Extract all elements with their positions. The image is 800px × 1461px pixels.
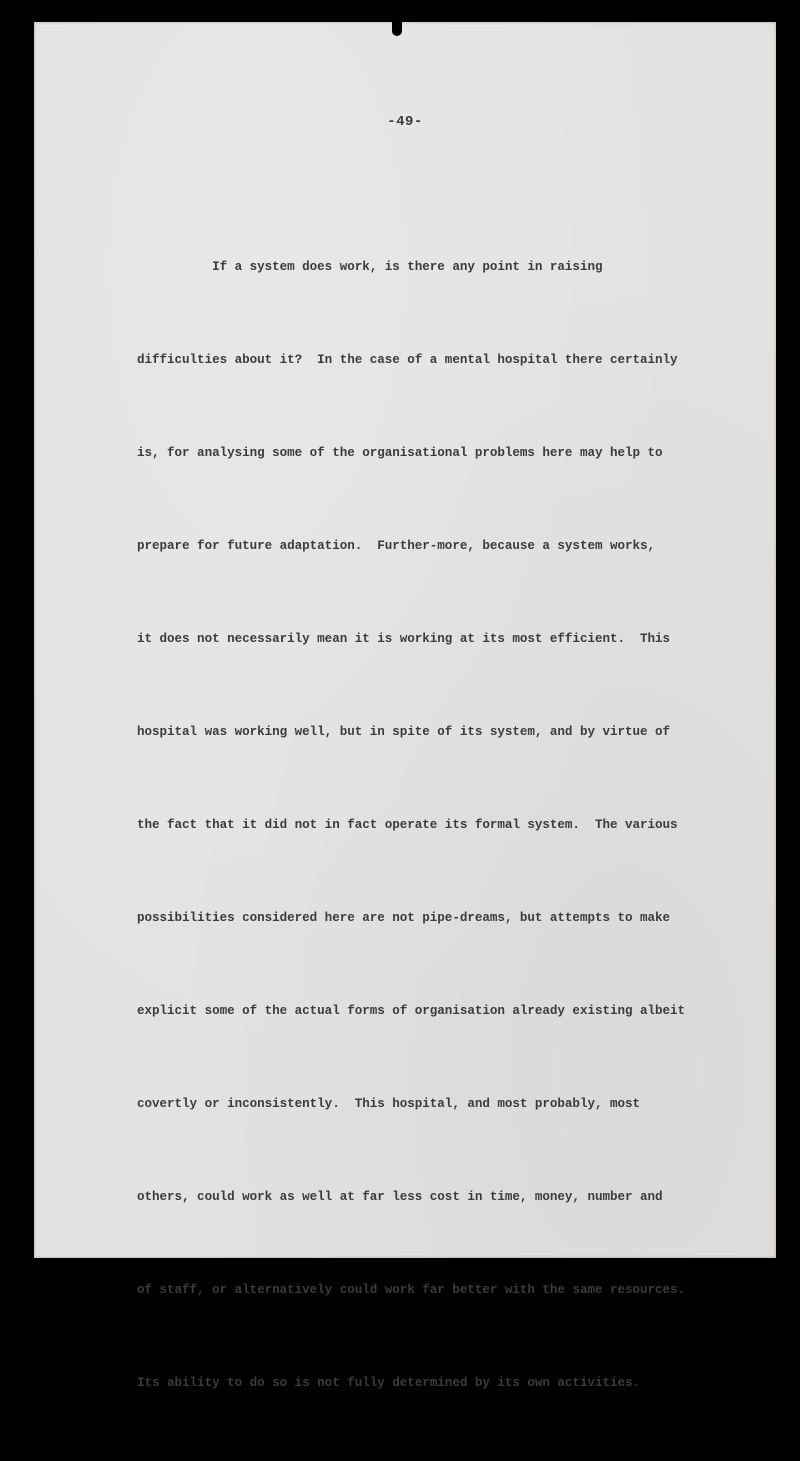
- body-paragraph: [137, 190, 777, 1461]
- text-line: is, for analysing some of the organisational problems here may help to: [137, 446, 663, 460]
- text-line: covertly or inconsistently. This hospital, and most probably, most: [137, 1097, 641, 1111]
- text-line: of staff, or alternatively could work far better with the same resources.: [137, 1283, 686, 1297]
- text-line: it does not necessarily mean it is working at its most efficient. This: [137, 632, 671, 646]
- page-number: -49-: [387, 114, 423, 130]
- typed-page: [34, 22, 776, 1390]
- text-line: Its ability to do so is not fully determined by its own activities.: [137, 1376, 641, 1390]
- text-line: hospital was working well, but in spite of its system, and by virtue of: [137, 725, 671, 739]
- text-line: possibilities considered here are not pipe-dreams, but attempts to make: [137, 911, 671, 925]
- text-line: others, could work as well at far less cost in time, money, number and: [137, 1190, 663, 1204]
- page-tear-mark: [392, 22, 402, 36]
- text-line: prepare for future adaptation. Further-more, because a system works,: [137, 539, 656, 553]
- text-line: the fact that it did not in fact operate its formal system. The various: [137, 818, 678, 832]
- text-line: If a system does work, is there any point in raising: [137, 260, 603, 274]
- text-line: difficulties about it? In the case of a mental hospital there certainly: [137, 353, 678, 367]
- text-line: explicit some of the actual forms of organisation already existing albeit: [137, 1004, 686, 1018]
